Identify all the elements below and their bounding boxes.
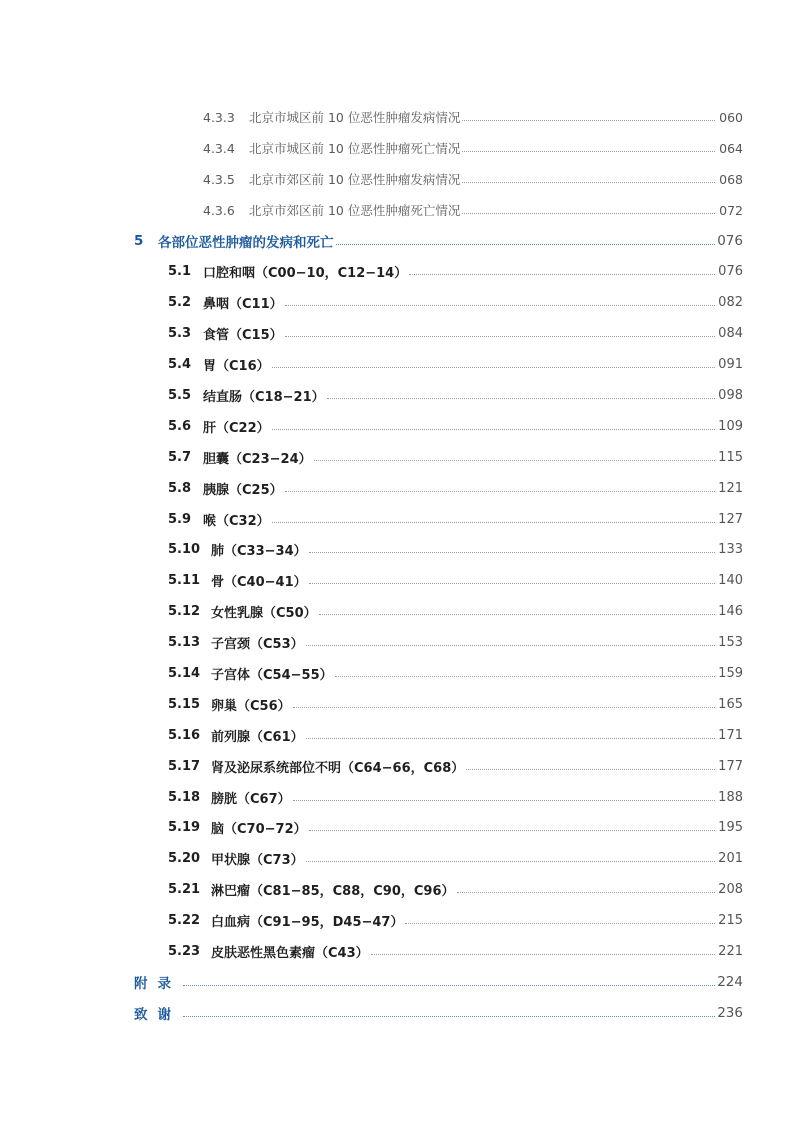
dot-leader	[306, 738, 715, 739]
section-number: 5.14	[168, 665, 201, 681]
dot-leader	[462, 120, 715, 121]
section-title: 脑（C70−72）	[211, 822, 307, 838]
page-number: 133	[718, 542, 743, 558]
page-number: 201	[718, 851, 743, 867]
dot-leader	[309, 583, 715, 584]
dot-leader	[462, 182, 715, 183]
section-title: 甲状腺（C73）	[211, 853, 304, 869]
toc-entry[interactable]	[0, 565, 800, 596]
toc-entry[interactable]	[0, 318, 800, 349]
page-number: 098	[718, 387, 743, 403]
page-number: 153	[718, 635, 743, 651]
section-number: 5.7	[168, 449, 192, 465]
chapter-title: 各部位恶性肿瘤的发病和死亡	[158, 235, 334, 251]
dot-leader	[309, 830, 715, 831]
page-number: 236	[717, 1005, 743, 1022]
dot-leader	[306, 861, 715, 862]
section-number: 5.1	[168, 264, 192, 280]
appendix-title: 附录	[134, 976, 181, 993]
page-number: 171	[718, 727, 743, 743]
toc-acknowledgements-entry[interactable]	[0, 998, 800, 1029]
toc-entry[interactable]	[0, 287, 800, 318]
toc-entry[interactable]	[0, 102, 800, 133]
dot-leader	[306, 645, 715, 646]
section-number: 5.11	[168, 573, 201, 589]
dot-leader	[293, 707, 715, 708]
dot-leader	[309, 552, 715, 553]
page-number: 221	[718, 943, 743, 959]
section-title: 食管（C15）	[203, 328, 283, 344]
page-number: 064	[719, 140, 743, 156]
page-number: 068	[719, 171, 743, 187]
toc-entry[interactable]	[0, 658, 800, 689]
section-number: 5.5	[168, 387, 192, 403]
section-number: 4.3.6	[203, 202, 235, 218]
section-title: 骨（C40−41）	[211, 575, 307, 591]
section-title: 白血病（C91−95，D45−47）	[211, 915, 404, 931]
page-number: 224	[717, 974, 743, 991]
page-number: 076	[718, 264, 743, 280]
section-number: 5.9	[168, 511, 192, 527]
page-number: 140	[718, 573, 743, 589]
toc-entry[interactable]	[0, 812, 800, 843]
page-number: 177	[718, 758, 743, 774]
section-number: 5.20	[168, 851, 201, 867]
section-number: 5.19	[168, 820, 201, 836]
page-number: 208	[718, 882, 743, 898]
toc-entry[interactable]	[0, 751, 800, 782]
section-title: 子宫体（C54−55）	[211, 667, 333, 683]
section-title: 淋巴瘤（C81−85，C88，C90，C96）	[211, 884, 455, 900]
section-title: 前列腺（C61）	[211, 729, 304, 745]
dot-leader	[462, 213, 715, 214]
section-number: 5.13	[168, 635, 201, 651]
toc-entry[interactable]	[0, 534, 800, 565]
dot-leader	[293, 800, 715, 801]
dot-leader	[457, 892, 715, 893]
section-title: 喉（C32）	[203, 513, 270, 529]
toc-entry[interactable]	[0, 256, 800, 287]
dot-leader	[272, 429, 715, 430]
section-number: 5.8	[168, 480, 192, 496]
dot-leader	[405, 923, 715, 924]
dot-leader	[285, 305, 715, 306]
section-title: 胰腺（C25）	[203, 482, 283, 498]
section-number: 5.16	[168, 727, 201, 743]
section-number: 5.15	[168, 696, 201, 712]
page-number: 076	[717, 233, 743, 249]
section-number: 5.12	[168, 604, 201, 620]
dot-leader	[466, 769, 715, 770]
toc-entry[interactable]	[0, 720, 800, 751]
toc-entry[interactable]	[0, 843, 800, 874]
toc-chapter-entry[interactable]	[0, 226, 800, 257]
dot-leader	[335, 676, 715, 677]
dot-leader	[327, 398, 715, 399]
section-title: 肝（C22）	[203, 420, 270, 436]
page-number: 084	[718, 326, 743, 342]
section-number: 5.2	[168, 295, 192, 311]
section-title: 皮肤恶性黑色素瘤（C43）	[211, 945, 369, 961]
page-number: 091	[718, 357, 743, 373]
section-number: 5.21	[168, 882, 201, 898]
toc-appendix-entry[interactable]	[0, 967, 800, 998]
toc-entry[interactable]	[0, 473, 800, 504]
section-title: 鼻咽（C11）	[203, 297, 283, 313]
section-number: 5.3	[168, 326, 192, 342]
section-title: 肺（C33−34）	[211, 544, 307, 560]
section-title: 胃（C16）	[203, 359, 270, 375]
section-title: 结直肠（C18−21）	[203, 389, 325, 405]
table-of-contents	[0, 102, 800, 1029]
dot-leader	[314, 460, 715, 461]
section-title: 膀胱（C67）	[211, 791, 291, 807]
toc-entry[interactable]	[0, 905, 800, 936]
dot-leader	[285, 336, 715, 337]
section-title: 胆囊（C23−24）	[203, 451, 312, 467]
page-number: 195	[718, 820, 743, 836]
section-title: 北京市郊区前 10 位恶性肿瘤死亡情况	[249, 203, 461, 219]
page-number: 109	[718, 418, 743, 434]
toc-entry[interactable]	[0, 195, 800, 226]
section-title: 卵巢（C56）	[211, 698, 291, 714]
dot-leader	[319, 614, 715, 615]
chapter-number: 5	[134, 233, 144, 249]
section-title: 子宫颈（C53）	[211, 637, 304, 653]
section-number: 4.3.4	[203, 140, 235, 156]
toc-entry[interactable]	[0, 349, 800, 380]
toc-entry[interactable]	[0, 133, 800, 164]
page-number: 060	[719, 109, 743, 125]
section-number: 5.23	[168, 943, 201, 959]
toc-entry[interactable]	[0, 411, 800, 442]
section-number: 5.4	[168, 357, 192, 373]
page-number: 146	[718, 604, 743, 620]
page-number: 115	[718, 449, 743, 465]
page-number: 127	[718, 511, 743, 527]
dot-leader	[409, 274, 715, 275]
toc-entry[interactable]	[0, 936, 800, 967]
section-title: 口腔和咽（C00−10，C12−14）	[203, 266, 408, 282]
toc-entry[interactable]	[0, 782, 800, 813]
page-number: 082	[718, 295, 743, 311]
section-title: 女性乳腺（C50）	[211, 606, 317, 622]
dot-leader	[462, 151, 715, 152]
dot-leader	[336, 244, 716, 245]
page-number: 159	[718, 665, 743, 681]
section-number: 4.3.5	[203, 171, 235, 187]
toc-entry[interactable]	[0, 380, 800, 411]
toc-entry[interactable]	[0, 627, 800, 658]
section-number: 5.18	[168, 789, 201, 805]
section-title: 肾及泌尿系统部位不明（C64−66，C68）	[211, 760, 465, 776]
page-number: 215	[718, 913, 743, 929]
dot-leader	[183, 1016, 715, 1017]
section-number: 5.22	[168, 913, 201, 929]
dot-leader	[371, 954, 715, 955]
section-title: 北京市郊区前 10 位恶性肿瘤发病情况	[249, 172, 461, 188]
dot-leader	[272, 367, 715, 368]
toc-entry[interactable]	[0, 504, 800, 535]
dot-leader	[272, 522, 715, 523]
section-title: 北京市城区前 10 位恶性肿瘤发病情况	[249, 110, 461, 126]
section-number: 4.3.3	[203, 109, 235, 125]
toc-entry[interactable]	[0, 164, 800, 195]
section-number: 5.10	[168, 542, 201, 558]
page-number: 072	[719, 202, 743, 218]
dot-leader	[183, 985, 715, 986]
toc-entry[interactable]	[0, 689, 800, 720]
dot-leader	[285, 491, 715, 492]
toc-entry[interactable]	[0, 596, 800, 627]
page-number: 165	[718, 696, 743, 712]
section-title: 北京市城区前 10 位恶性肿瘤死亡情况	[249, 141, 461, 157]
toc-entry[interactable]	[0, 442, 800, 473]
toc-entry[interactable]	[0, 874, 800, 905]
section-number: 5.17	[168, 758, 201, 774]
acknowledgements-title: 致谢	[134, 1007, 181, 1024]
page-number: 188	[718, 789, 743, 805]
section-number: 5.6	[168, 418, 192, 434]
page-number: 121	[718, 480, 743, 496]
